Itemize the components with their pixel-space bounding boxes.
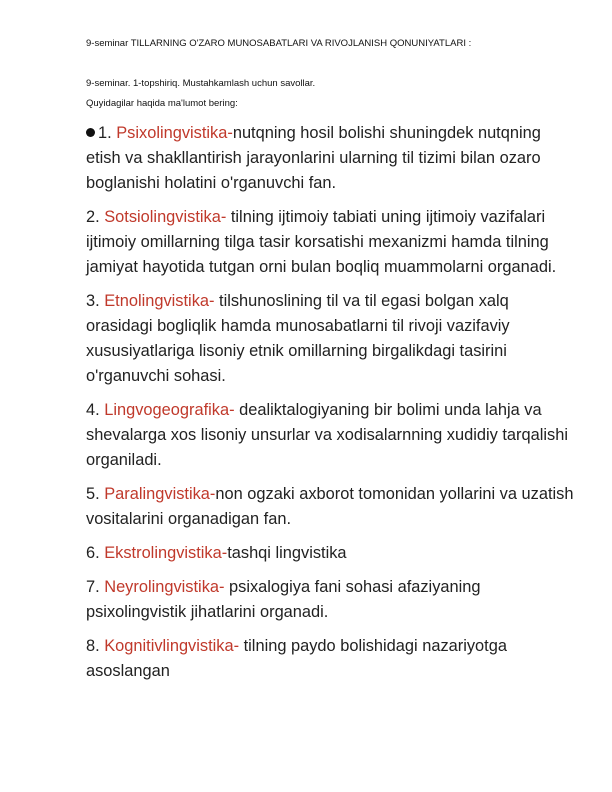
list-item [86, 575, 576, 625]
item-number: 4. [86, 401, 100, 419]
item-definition: tilning ijtimoiy tabiati uning ijtimoiy vazifalari ijtimoiy omillarning tilga tasir korsatishi mexanizmi hamda tilning jamiyat hayotida tutgan orni bulan boqliq muammolarni organadi. [86, 208, 557, 276]
item-number: 8. [86, 637, 100, 655]
item-term: Psixolingvistika- [116, 124, 233, 142]
bullet-icon [86, 128, 95, 137]
item-definition: dealiktalogiyaning bir bolimi unda lahja va shevalarga xos lisoniy unsurlar va xodisalarnning xudidiy tarqalishi organiladi. [86, 401, 568, 469]
list-item [86, 634, 576, 684]
item-definition: non ogzaki axborot tomonidan yollarini va uzatish vositalarini organadigan fan. [86, 485, 574, 528]
item-term: Sotsiolingvistika- [104, 208, 227, 226]
task-instruction: Quyidagilar haqida ma'lumot bering: [86, 98, 238, 109]
item-term: Ekstrolingvistika- [104, 544, 228, 562]
item-number: 2. [86, 208, 100, 226]
list-item [86, 398, 576, 473]
list-item [86, 482, 576, 532]
item-term: Kognitivlingvistika- [104, 637, 240, 655]
item-definition: psixalogiya fani sohasi afaziyaning psixolingvistik jihatlarini organadi. [86, 578, 481, 621]
item-definition: tilshunoslining til va til egasi bolgan xalq orasidagi bogliqlik hamda munosabatlarni til rivoji vazifaviy xususiyatlariga lisoniy etnik omillarning birgalikdagi tasirini o'rganuvchi sohasi. [86, 292, 510, 385]
list-item [86, 289, 576, 389]
page-header: 9-seminar TILLARNING O'ZARO MUNOSABATLARI VA RIVOJLANISH QONUNIYATLARI : [86, 38, 472, 49]
item-term: Neyrolingvistika- [104, 578, 225, 596]
item-definition: tashqi lingvistika [227, 544, 347, 562]
item-number: 7. [86, 578, 100, 596]
item-number: 1. [98, 124, 112, 142]
item-term: Paralingvistika- [104, 485, 216, 503]
item-number: 6. [86, 544, 100, 562]
task-title: 9-seminar. 1-topshiriq. Mustahkamlash uchun savollar. [86, 78, 316, 89]
list-item [86, 121, 576, 196]
item-number: 3. [86, 292, 100, 310]
list-item [86, 541, 576, 566]
list-item [86, 205, 576, 280]
item-definition: nutqning hosil bolishi shuningdek nutqning etish va shakllantirish jarayonlarini ularning til tizimi bilan ozaro boglanishi holatini o'rganuvchi fan. [86, 124, 541, 192]
definitions-list [86, 121, 576, 693]
item-term: Lingvogeografika- [104, 401, 235, 419]
item-term: Etnolingvistika- [104, 292, 215, 310]
item-definition: tilning paydo bolishidagi nazariyotga asoslangan [86, 637, 507, 680]
item-number: 5. [86, 485, 100, 503]
